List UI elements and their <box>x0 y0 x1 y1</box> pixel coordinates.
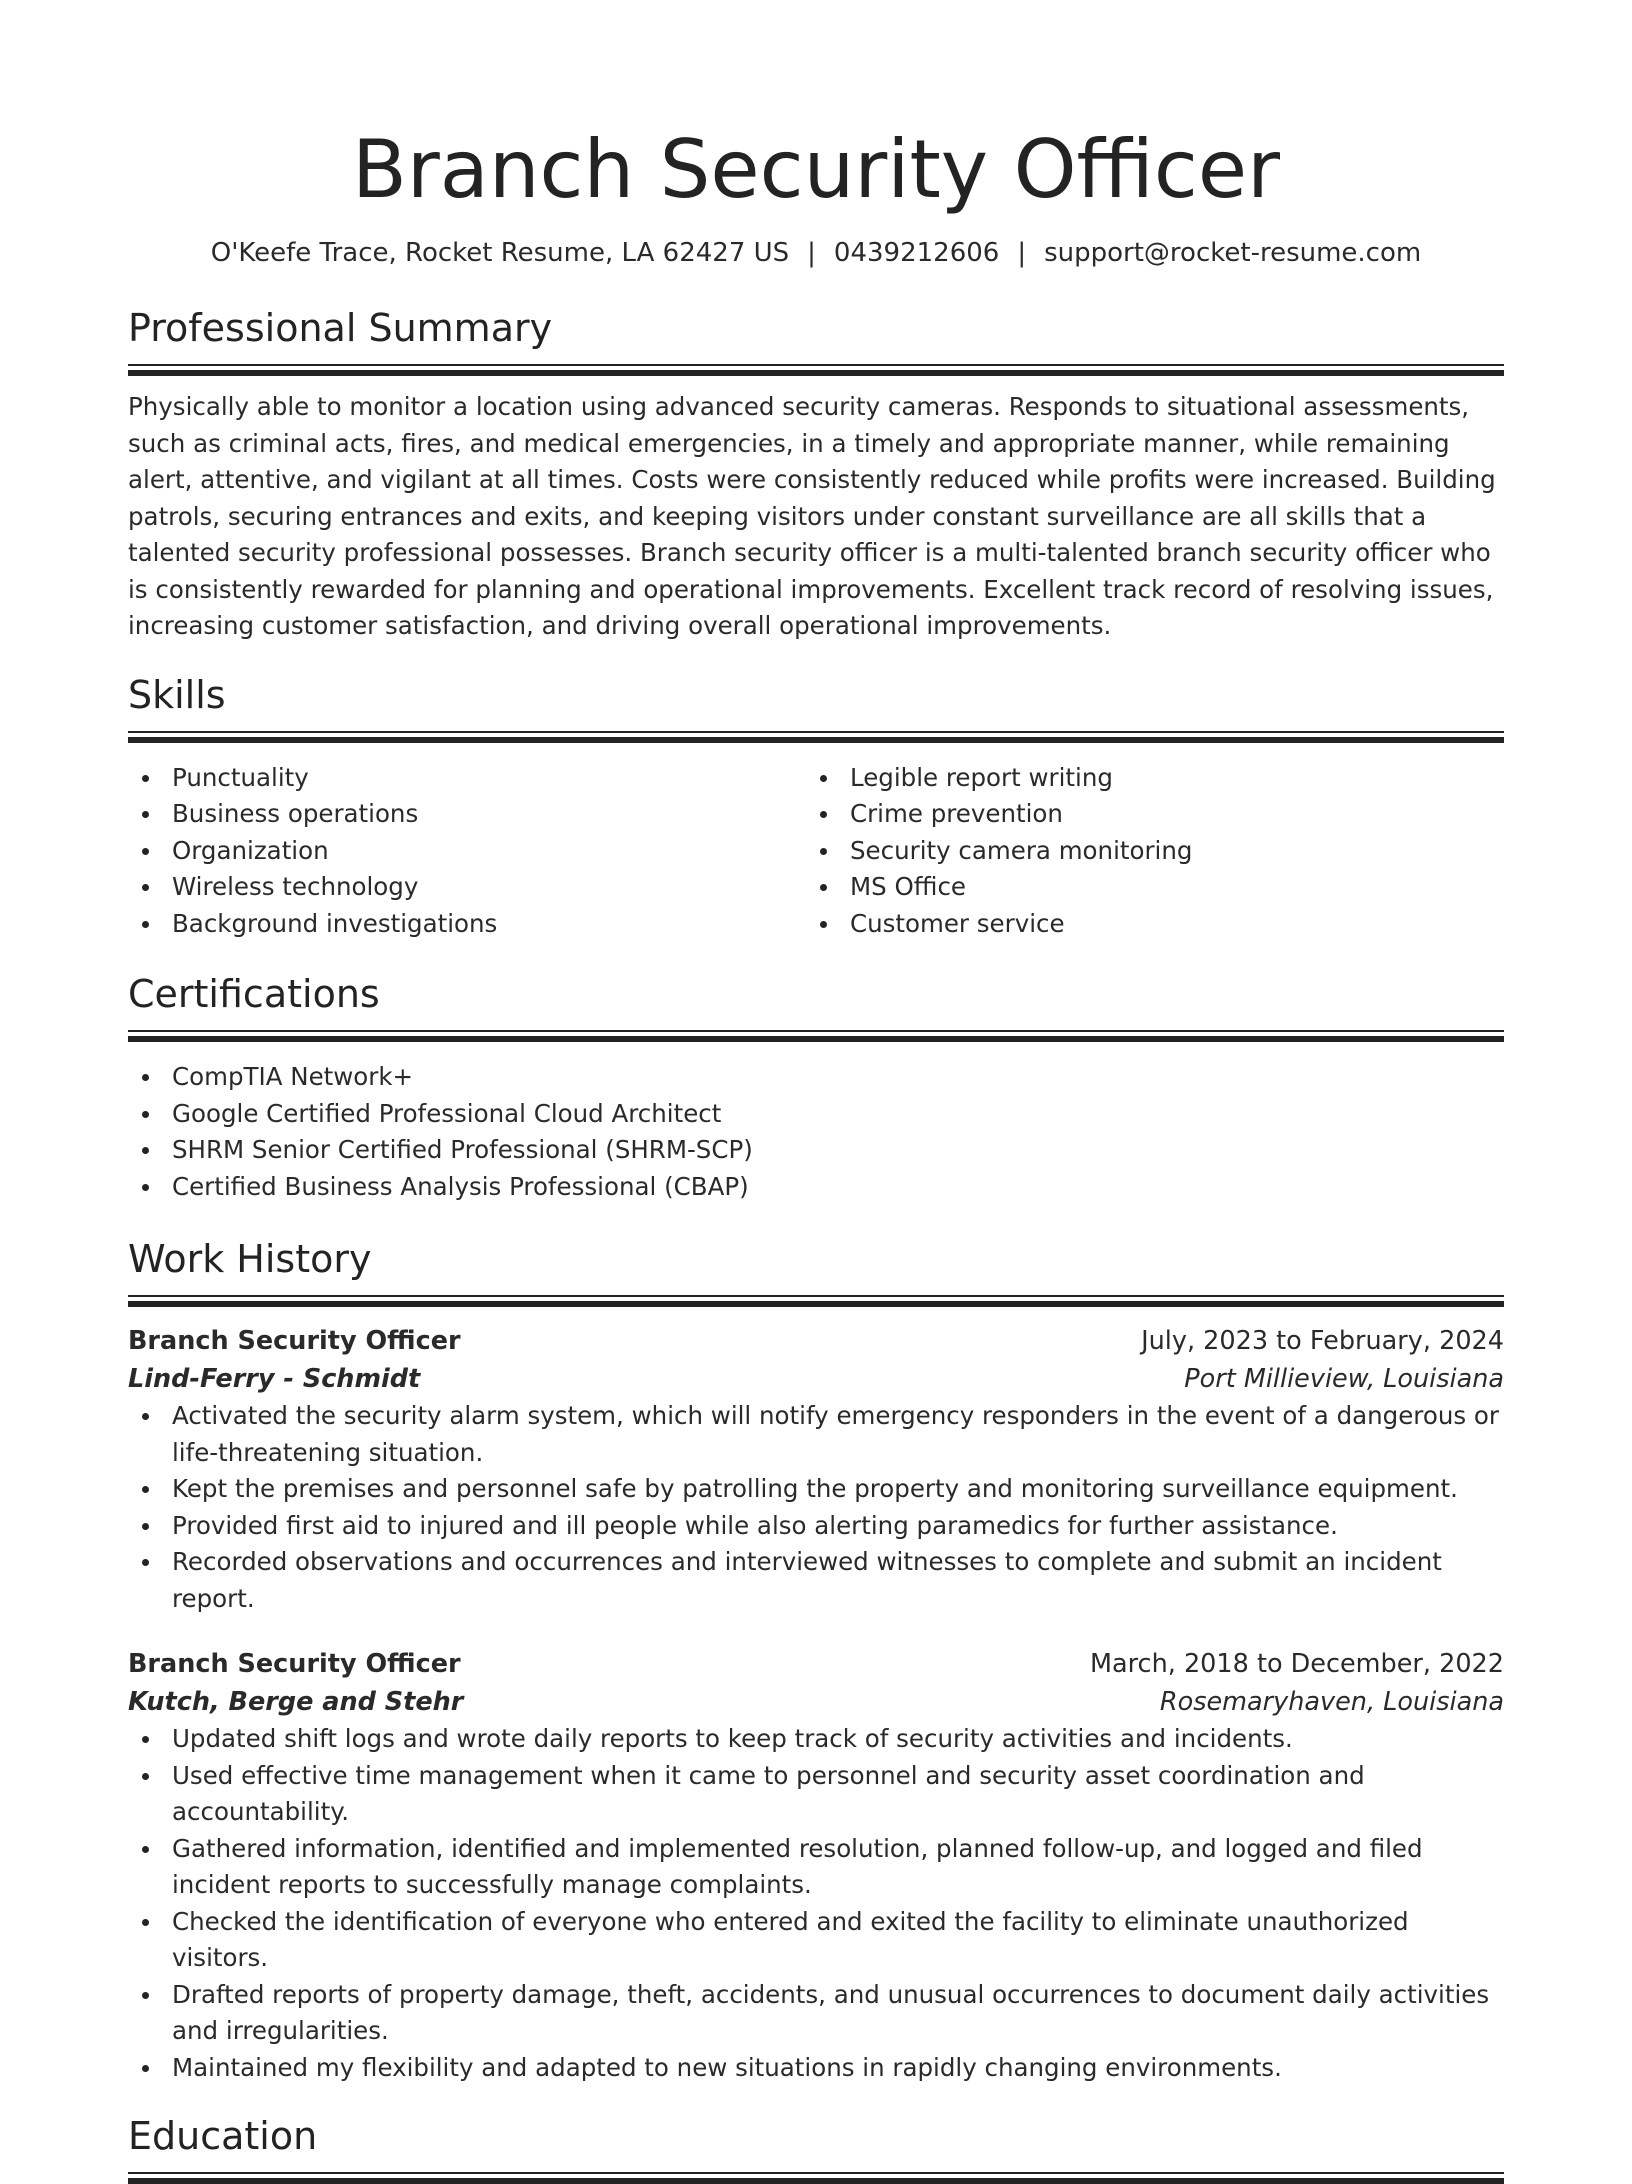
section-divider <box>128 731 1504 742</box>
contact-separator: | <box>1017 238 1027 268</box>
list-item-text: Maintained my flexibility and adapted to new situations in rapidly changing environments. <box>172 2052 1282 2082</box>
work-history-section <box>128 1235 1504 2086</box>
list-item-text: Legible report writing <box>850 762 1113 792</box>
bullet-icon <box>820 921 827 928</box>
skill-item <box>172 906 806 943</box>
education-heading: Education <box>128 2114 318 2158</box>
education-section <box>128 2112 1504 2183</box>
job-title: Branch Security Officer <box>128 1326 461 1356</box>
bullet-icon <box>142 1074 149 1081</box>
list-item-text: Activated the security alarm system, which will notify emergency responders in the event of a dangerous or life-threatening situation. <box>172 1401 1499 1467</box>
bullet-icon <box>142 1184 149 1191</box>
bullet-icon <box>142 884 149 891</box>
bullet-icon <box>142 1559 149 1566</box>
skill-item <box>850 796 1484 833</box>
skill-item <box>850 760 1484 797</box>
job-location: Port Millieview, Louisiana <box>1184 1364 1504 1394</box>
contact-line <box>128 236 1504 270</box>
job-bullet <box>172 1721 1504 1758</box>
list-item-text: MS Office <box>850 872 966 901</box>
bullet-icon <box>820 811 827 818</box>
certifications-list <box>128 1059 1504 1205</box>
bullet-icon <box>142 811 149 818</box>
bullet-icon <box>142 1846 149 1853</box>
section-divider <box>128 1030 1504 1041</box>
job-dates: July, 2023 to February, 2024 <box>1141 1326 1504 1356</box>
job-subheader-row <box>128 1360 1504 1398</box>
job-bullet-list <box>128 1398 1504 1617</box>
certification-item <box>172 1132 1504 1169</box>
list-item-text: Drafted reports of property damage, theft, accidents, and unusual occurrences to document daily activities and irregularities. <box>172 1979 1490 2045</box>
list-item-text: Background investigations <box>172 908 498 938</box>
bullet-icon <box>142 1147 149 1154</box>
job-bullet <box>172 1758 1504 1831</box>
list-item-text: Wireless technology <box>172 872 419 901</box>
job-company: Lind-Ferry - Schmidt <box>128 1364 421 1394</box>
certification-item <box>172 1096 1504 1133</box>
list-item-text: Gathered information, identified and implemented resolution, planned follow-up, and logged and filed incident reports to successfully manage complaints. <box>172 1833 1423 1899</box>
skills-heading: Skills <box>128 672 226 717</box>
contact-address: O'Keefe Trace, Rocket Resume, LA 62427 US <box>210 238 790 268</box>
job-header-row <box>128 1322 1504 1360</box>
list-item-text: Crime prevention <box>850 799 1063 828</box>
resume-name: Branch Security Officer <box>352 123 1280 216</box>
summary-heading: Professional Summary <box>128 306 553 350</box>
job-entry <box>128 1645 1504 2086</box>
contact-phone: 0439212606 <box>833 238 1000 268</box>
skills-list-right <box>806 760 1484 943</box>
summary-section <box>128 304 1504 645</box>
bullet-icon <box>820 775 827 782</box>
section-divider <box>128 2172 1504 2183</box>
list-item-text: Business operations <box>172 799 419 828</box>
bullet-icon <box>142 921 149 928</box>
skills-list-left <box>128 760 806 943</box>
job-dates: March, 2018 to December, 2022 <box>1090 1649 1504 1679</box>
list-item-text: Updated shift logs and wrote daily reports to keep track of security activities and incidents. <box>172 1724 1293 1753</box>
certification-item <box>172 1059 1504 1096</box>
job-header-row <box>128 1645 1504 1683</box>
section-divider <box>128 364 1504 375</box>
list-item-text: Recorded observations and occurrences and interviewed witnesses to complete and submit an incident report. <box>172 1547 1442 1613</box>
list-item-text: Certified Business Analysis Professional (CBAP) <box>172 1171 749 1201</box>
skills-column-right <box>806 760 1484 943</box>
job-list <box>128 1322 1504 2086</box>
list-item-text: Kept the premises and personnel safe by patrolling the property and monitoring surveillance equipment. <box>172 1474 1458 1503</box>
job-bullet <box>172 1398 1504 1471</box>
certifications-heading: Certifications <box>128 972 380 1016</box>
list-item-text: Punctuality <box>172 762 309 792</box>
job-bullet <box>172 2050 1504 2087</box>
bullet-icon <box>142 2065 149 2072</box>
resume-page <box>128 0 1504 2183</box>
bullet-icon <box>142 775 149 782</box>
contact-email: support@rocket-resume.com <box>1044 238 1422 268</box>
job-bullet <box>172 1544 1504 1617</box>
list-item-text: Provided first aid to injured and ill people while also alerting paramedics for further assistance. <box>172 1510 1338 1540</box>
job-bullet <box>172 1471 1504 1508</box>
list-item-text: Checked the identification of everyone who entered and exited the facility to eliminate unauthorized visitors. <box>172 1906 1409 1972</box>
job-location: Rosemaryhaven, Louisiana <box>1159 1687 1504 1717</box>
skill-item <box>850 833 1484 870</box>
bullet-icon <box>142 1486 149 1493</box>
job-bullet <box>172 1508 1504 1545</box>
job-bullet <box>172 1977 1504 2050</box>
job-bullet-list <box>128 1721 1504 2086</box>
list-item-text: Used effective time management when it came to personnel and security asset coordination and accountability. <box>172 1760 1365 1826</box>
list-item-text: Organization <box>172 835 329 865</box>
skill-item <box>850 869 1484 906</box>
bullet-icon <box>142 1992 149 1999</box>
list-item-text: Security camera monitoring <box>850 835 1193 865</box>
work-history-heading: Work History <box>128 1237 372 1281</box>
certification-item <box>172 1169 1504 1206</box>
list-item-text: SHRM Senior Certified Professional (SHRM-SCP) <box>172 1135 753 1164</box>
list-item-text: Customer service <box>850 908 1065 938</box>
skills-section <box>128 671 1504 943</box>
summary-text: Physically able to monitor a location using advanced security cameras. Responds to situational assessments, such as criminal acts, fires, and medical emergencies, in a timely and appropriate manner, while remaining alert, attentive, and vigilant at all times. Costs were consistently reduced while profits were increased. Building patrols, securing entrances and exits, and keeping visitors under constant surveillance are all skills that a talented security professional possesses. Branch security officer is a multi-talented branch security officer who is consistently rewarded for planning and operational improvements. Excellent track record of resolving issues, increasing customer satisfaction, and driving overall operational improvements. <box>128 392 1496 640</box>
skill-item <box>850 906 1484 943</box>
skill-item <box>172 796 806 833</box>
bullet-icon <box>142 1736 149 1743</box>
list-item-text: Google Certified Professional Cloud Architect <box>172 1098 722 1128</box>
job-entry <box>128 1322 1504 1617</box>
skills-column-left <box>128 760 806 943</box>
list-item-text: CompTIA Network+ <box>172 1062 414 1091</box>
skill-item <box>172 760 806 797</box>
bullet-icon <box>820 848 827 855</box>
bullet-icon <box>142 1413 149 1420</box>
bullet-icon <box>142 1773 149 1780</box>
job-bullet <box>172 1831 1504 1904</box>
certifications-section <box>128 970 1504 1205</box>
bullet-icon <box>820 884 827 891</box>
bullet-icon <box>142 1919 149 1926</box>
contact-separator: | <box>807 238 816 268</box>
section-divider <box>128 1295 1504 1306</box>
bullet-icon <box>142 848 149 855</box>
skills-grid <box>128 760 1504 943</box>
job-subheader-row <box>128 1683 1504 1721</box>
job-company: Kutch, Berge and Stehr <box>128 1687 464 1717</box>
job-title: Branch Security Officer <box>128 1649 461 1679</box>
job-bullet <box>172 1904 1504 1977</box>
bullet-icon <box>142 1523 149 1530</box>
skill-item <box>172 869 806 906</box>
bullet-icon <box>142 1111 149 1118</box>
skill-item <box>172 833 806 870</box>
